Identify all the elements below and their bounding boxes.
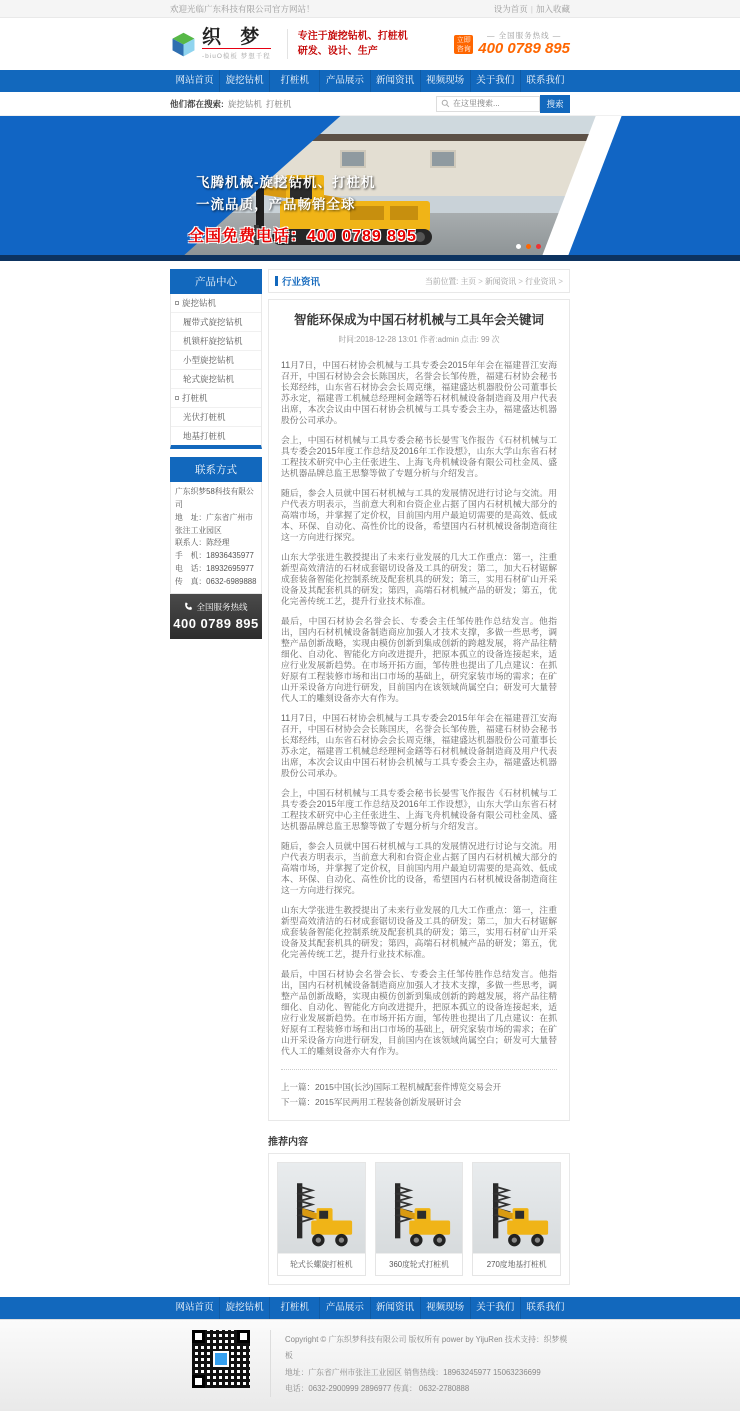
contact-line: 手 机：18936435977 <box>175 551 254 561</box>
square-bullet-icon <box>175 396 179 400</box>
logo-cube-icon <box>170 31 197 58</box>
article-paragraph: 最后，中国石材协会名誉会长、专委会主任邹传胜作总结发言。他指出，国内石材机械设备制造商应加强人才技术支撑，多做一些思考，调整产品创新战略，实现由模仿创新到集成创新的跨越发展，将产品往精细化、自动化、智能化方向改进提升，把原本孤立的设备连接起来，适应行业发展新趋势。在市场开拓方面，邹传胜也提出了几点建议：在抓好原有工程装修市场和出口市场的基础上，研究家装市场的需求；在矿山开采设备方向进行研发，目前国内在该领域尚属空白；研发可大量替代人工的雕刻设备亦大有作为。 <box>281 969 557 1056</box>
footer-nav-item[interactable]: 关于我们 <box>471 1297 521 1319</box>
breadcrumb-link[interactable]: 主页 > <box>461 277 485 286</box>
product-menu-item[interactable]: 光伏打桩机 <box>171 408 261 427</box>
product-menu-item[interactable]: 轮式旋挖钻机 <box>171 370 261 389</box>
qr-center-logo <box>213 1351 229 1367</box>
welcome-text: 欢迎光临广东科技有限公司官方网站！ <box>170 3 315 14</box>
footer-info <box>270 1330 570 1397</box>
logo[interactable] <box>170 28 271 60</box>
sidebar-hotline-box <box>170 594 262 639</box>
contact-line: 广东织梦58科技有限公司 <box>175 487 254 509</box>
recommend-product-card[interactable] <box>277 1162 366 1276</box>
carousel-dot[interactable] <box>516 244 521 249</box>
carousel-dot-active[interactable] <box>526 244 531 249</box>
section-title: 行业资讯 <box>282 277 321 288</box>
article-paragraph: 11月7日，中国石材协会机械与工具专委会2015年年会在福建晋江安海召开，中国石材协会会长陈国庆，名誉会长邹传胜，福建石材协会秘书长郑经纬，山东省石材协会会长周克继，福建盛达机器股份公司董事长苏永定，福建晋工机械总经理柯金鐥等石材机械设备制造商及用户代表出席，本次会议由中国石材协会机械与工具专委会主办，福建盛达机器股份公司承办。 <box>281 360 557 425</box>
carousel-dot[interactable] <box>536 244 541 249</box>
product-menu <box>170 294 262 449</box>
footer-nav <box>0 1297 740 1319</box>
banner-bottom-strip <box>0 255 740 261</box>
breadcrumb-link[interactable]: 行业资讯 > <box>525 277 563 286</box>
footer-nav-item[interactable]: 旋挖钻机 <box>220 1297 270 1319</box>
contact-line: 传 真：0632-6989888 <box>175 577 257 587</box>
hot-keyword-link[interactable]: 打桩机 <box>265 98 292 109</box>
hero-banner <box>0 116 740 261</box>
footer <box>0 1319 740 1411</box>
recommend-title: 推荐内容 <box>268 1137 308 1148</box>
section-bar-icon <box>275 276 278 286</box>
topbar: 欢迎光临广东科技有限公司官方网站！ 设为首页 | 加入收藏 <box>0 0 740 18</box>
footer-nav-item[interactable]: 产品展示 <box>320 1297 370 1319</box>
article-pager <box>281 1069 557 1108</box>
sidebar-hotline-number: 400 0789 895 <box>173 615 259 631</box>
contact-line: 联系人：陈经理 <box>175 538 230 548</box>
footer-nav-item[interactable]: 联系我们 <box>526 1302 565 1313</box>
consult-badge[interactable]: 立即咨询 <box>454 35 473 54</box>
banner-title-line1: 飞腾机械-旋挖钻机、打桩机 <box>196 175 376 190</box>
product-image <box>278 1163 365 1253</box>
nav-item[interactable]: 联系我们 <box>526 75 565 86</box>
product-image <box>376 1163 463 1253</box>
banner-title-line2: 一流品质，产品畅销全球 <box>196 197 356 212</box>
content-column <box>268 269 570 1285</box>
sidebar-hotline-label: 全国服务热线 <box>196 601 248 612</box>
footer-nav-item[interactable]: 打桩机 <box>270 1297 320 1319</box>
article-meta: 时间:2018-12-28 13:01 作者:admin 点击: 99 次 <box>338 335 500 344</box>
footer-address-line: 地址：广东省广州市张注工业园区 销售热线：18963245977 15063236699 <box>285 1367 541 1377</box>
footer-nav-item[interactable]: 新闻资讯 <box>371 1297 421 1319</box>
prev-article-link[interactable]: 上一篇：2015中国(长沙)国际工程机械配套件博览交易会开 <box>281 1082 502 1092</box>
product-name: 270度地基打桩机 <box>473 1253 560 1275</box>
nav-item[interactable]: 视频现场 <box>421 70 471 92</box>
article-paragraph: 随后，参会人员就中国石材机械与工具的发展情况进行讨论与交流。用户代表方明表示，当前意大利和台资企业占据了国内石材机械大部分的高端市场，并掌握了定价权，目前国内用户最迫切需要的是高效、低成本、环保、自动化、高性价比的设备，希望国内石材机械设备制造商往这一方向进行探究。 <box>281 841 557 895</box>
logo-text: 织 梦 <box>202 28 271 49</box>
product-name: 轮式长螺旋打桩机 <box>278 1253 365 1275</box>
sidebar <box>170 269 262 639</box>
product-name: 360度轮式打桩机 <box>376 1253 463 1275</box>
product-menu-item[interactable]: 旋挖钻机 <box>171 294 261 313</box>
banner-phone-line: 全国免费电话：400 0789 895 <box>188 228 417 245</box>
next-article-link[interactable]: 下一篇：2015军民两用工程装备创新发展研讨会 <box>281 1097 462 1107</box>
product-menu-item[interactable]: 机锁杆旋挖钻机 <box>171 332 261 351</box>
search-input[interactable] <box>453 99 535 108</box>
nav-item[interactable]: 新闻资讯 <box>371 70 421 92</box>
search-button[interactable]: 搜索 <box>540 95 570 113</box>
product-menu-item[interactable]: 小型旋挖钻机 <box>171 351 261 370</box>
hotline-label: — 全国服务热线 — <box>487 31 562 41</box>
contact-line: 电 话：18932695977 <box>175 564 254 574</box>
header-slogan: 专注于旋挖钻机、打桩机 研发、设计、生产 <box>287 29 408 59</box>
header-hotline <box>454 30 570 58</box>
footer-nav-item[interactable]: 网站首页 <box>170 1297 220 1319</box>
nav-item[interactable]: 打桩机 <box>270 70 320 92</box>
square-bullet-icon <box>175 301 179 305</box>
sidebar-product-title: 产品中心 <box>170 269 262 294</box>
contact-info <box>170 482 262 594</box>
sidebar-contact-title: 联系方式 <box>170 457 262 482</box>
product-image <box>473 1163 560 1253</box>
article-paragraph: 会上，中国石材机械与工具专委会秘书长晏雪飞作报告《石材机械与工具专委会2015年度工作总结及2016年工作设想》，山东大学山东省石材工程技术研究中心主任张进生、上海飞舟机械设备有限公司杜金凤、盛达机器品牌总监王思黎等做了专题分析与介绍发言。 <box>281 788 557 831</box>
contact-line: 地 址：广东省广州市张注工业园区 <box>175 512 253 535</box>
recommend-list <box>268 1153 570 1285</box>
main-nav <box>0 70 740 92</box>
pile-driver-image <box>477 1181 557 1253</box>
logo-tagline: -biuO模板 梦想千程 <box>202 53 271 60</box>
hotline-number: 400 0789 895 <box>478 40 570 58</box>
recommend-product-card[interactable] <box>375 1162 464 1276</box>
header <box>0 18 740 70</box>
phone-icon <box>184 602 193 611</box>
breadcrumb-link[interactable]: 新闻资讯 > <box>485 277 525 286</box>
footer-phone-line: 电话：0632-2900999 2896977 传真： 0632-2780888 <box>285 1384 470 1394</box>
article-paragraph: 山东大学张进生教授提出了未来行业发展的几大工作重点：第一，注重新型高效清洁的石材成套锯切设备及工具的研发；第二，加大石材锯解成套装备智能化控制系统及配套机具的研发；第三，实用石材矿山开采设备及其配套机具的研发；第四，高端石材机械产品的研发；第五，优化完善传统工艺，提升行业技术标准。 <box>281 905 557 959</box>
pile-driver-image <box>281 1181 361 1253</box>
nav-item[interactable]: 网站首页 <box>170 70 220 92</box>
product-menu-item[interactable]: 打桩机 <box>171 389 261 408</box>
footer-nav-item[interactable]: 视频现场 <box>421 1297 471 1319</box>
nav-item[interactable]: 旋挖钻机 <box>220 70 270 92</box>
add-favorite-link[interactable]: 加入收藏 <box>535 3 570 14</box>
search-row <box>0 92 740 116</box>
article <box>268 299 570 1121</box>
article-paragraph: 会上，中国石材机械与工具专委会秘书长晏雪飞作报告《石材机械与工具专委会2015年度工作总结及2016年工作设想》，山东大学山东省石材工程技术研究中心主任张进生、上海飞舟机械设备有限公司杜金凤、盛达机器品牌总监王思黎等做了专题分析与介绍发言。 <box>281 435 557 478</box>
article-body <box>281 360 557 1057</box>
set-home-link[interactable]: 设为首页 <box>493 3 528 14</box>
article-paragraph: 山东大学张进生教授提出了未来行业发展的几大工作重点：第一，注重新型高效清洁的石材成套锯切设备及工具的研发；第二，加大石材锯解成套装备智能化控制系统及配套机具的研发；第三，实用石材矿山开采设备及其配套机具的研发；第四，高端石材机械产品的研发；第五，优化完善传统工艺，提升行业技术标准。 <box>281 552 557 606</box>
qr-code <box>192 1330 250 1388</box>
article-paragraph: 随后，参会人员就中国石材机械与工具的发展情况进行讨论与交流。用户代表方明表示，当前意大利和台资企业占据了国内石材机械大部分的高端市场，并掌握了定价权，目前国内用户最迫切需要的是高效、低成本、环保、自动化、高性价比的设备，希望国内石材机械设备制造商往这一方向进行探究。 <box>281 488 557 542</box>
hot-search-label: 他们都在搜索: <box>170 98 224 109</box>
product-menu-item[interactable]: 地基打桩机 <box>183 431 226 441</box>
pile-driver-image <box>379 1181 459 1253</box>
carousel-dots <box>516 244 541 249</box>
hot-keyword-link[interactable]: 旋挖钻机 <box>227 98 262 109</box>
product-menu-item[interactable]: 履带式旋挖钻机 <box>171 313 261 332</box>
article-paragraph: 11月7日，中国石材协会机械与工具专委会2015年年会在福建晋江安海召开，中国石材协会会长陈国庆，名誉会长邹传胜，福建石材协会秘书长郑经纬，山东省石材协会会长周克继，福建盛达机器股份公司董事长苏永定，福建晋工机械总经理柯金鐥等石材机械设备制造商及用户代表出席，本次会议由中国石材协会机械与工具专委会主办，福建盛达机器股份公司承办。 <box>281 713 557 778</box>
content-header <box>268 269 570 293</box>
article-title: 智能环保成为中国石材机械与工具年会关键词 <box>293 313 544 327</box>
copyright-line: Copyright © 广东织梦科技有限公司 版权所有 power by YijuRen 技术支持：织梦模板 <box>285 1335 568 1361</box>
nav-item[interactable]: 关于我们 <box>471 70 521 92</box>
nav-item[interactable]: 产品展示 <box>320 70 370 92</box>
recommend-product-card[interactable] <box>472 1162 561 1276</box>
article-paragraph: 最后，中国石材协会名誉会长、专委会主任邹传胜作总结发言。他指出，国内石材机械设备制造商应加强人才技术支撑，多做一些思考，调整产品创新战略，实现由模仿创新到集成创新的跨越发展，将产品往精细化、自动化、智能化方向改进提升，把原本孤立的设备连接起来，适应行业发展新趋势。在市场开拓方面，邹传胜也提出了几点建议：在抓好原有工程装修市场和出口市场的基础上，研究家装市场的需求；在矿山开采设备方向进行研发，目前国内在该领域尚属空白；研发可大量替代人工的雕刻设备亦大有作为。 <box>281 616 557 703</box>
breadcrumb: 当前位置: 主页 > 新闻资讯 > 行业资讯 > <box>425 276 563 287</box>
search-icon <box>441 99 450 108</box>
